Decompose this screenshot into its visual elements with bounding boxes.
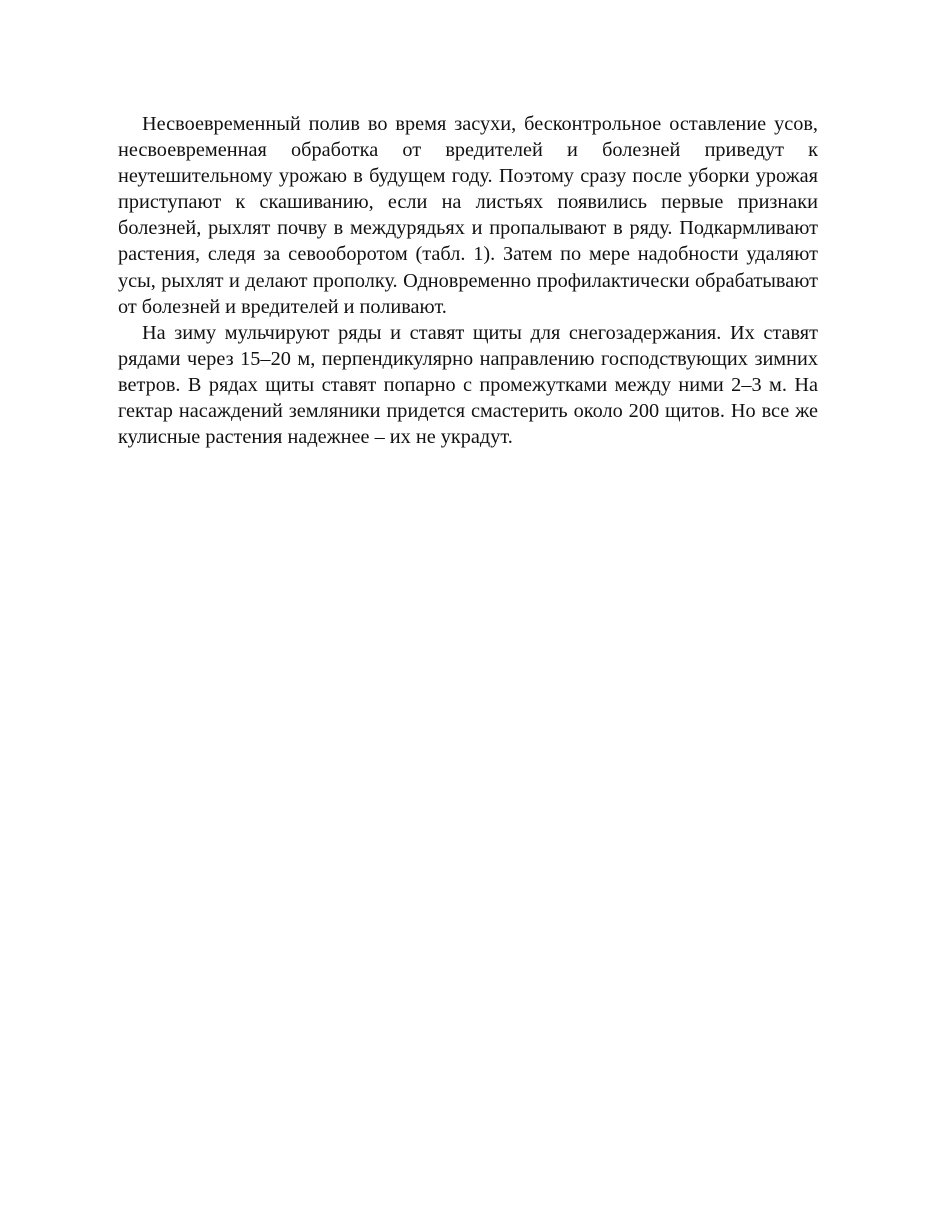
paragraph-1: Несвоевременный полив во время засухи, бесконтрольное оставление усов, несвоевременная обработка от вредителей и болезней приведут к неутешительному урожаю в будущем году. Поэтому сразу после уборки урожая приступают к скашиванию, если на листьях появились первые признаки болезней, рыхлят почву в междурядьях и пропалывают в ряду. Подкармливают растения, следя за севооборотом (табл. 1). Затем по мере надобности удаляют усы, рыхлят и делают прополку. Одновременно профилактически обрабатывают от болезней и вредителей и поливают. [118, 113, 818, 318]
paragraph-2: На зиму мульчируют ряды и ставят щиты для снегозадержания. Их ставят рядами через 15–20 м, перпендикулярно направлению господствующих зимних ветров. В рядах щиты ставят попарно с промежутками между ними 2–3 м. На гектар насаждений земляники придется смастерить около 200 щитов. Но все же кулисные растения надежнее – их не украдут. [118, 321, 818, 449]
body-text [118, 111, 818, 450]
